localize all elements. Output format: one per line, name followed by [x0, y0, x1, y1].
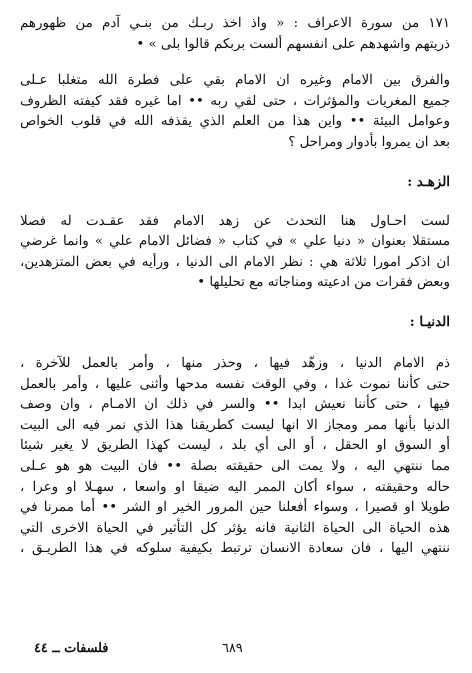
text-line: لست احـاول هنا التحدث عن زهد الامام فقد عقـدت له فصلا	[20, 213, 450, 229]
text-line: حتى كأننا نموت غدا ، وفي الوقت نفسه مدحها وأثنى عليها ، وأمر بالعمل	[20, 376, 450, 392]
text-line: فيها ، حتى كأننا نعيش ابدا •• والسر في ذلك ان الامـام ، وان وصف	[20, 397, 450, 413]
book-reference: فلسفات ــ ٤٤	[34, 641, 109, 656]
text-line: هذه الحياة الى الحياة الثانية فانه يؤثر كل التأثير في الحياة الاخرى التي	[20, 520, 450, 536]
text-line: ان اذكر امورا ثلاثة هي : نظر الامام الى الدنيا ، ورأيه في بعض المتزهدين،	[20, 254, 450, 270]
body-paragraph	[20, 354, 450, 560]
section-heading: الدنيـا :	[409, 313, 450, 330]
text-line: والفرق بين الامام وغيره ان الامام بقي على فطرة الله متغلبا عـلى	[20, 73, 450, 89]
text-line: ذم الامام الدنيا ، وزهّد فيها ، وحذر منها ، وأمر بالعمل للآخرة ،	[20, 355, 450, 371]
text-line: وبعض فقرات من ادعيته ومناجاته مع تحليلها •	[197, 275, 450, 291]
text-line: وعوامل البيئة •• واين هذا من العلم الذي يقذفه الله في قلوب الخواص	[20, 114, 450, 130]
body-paragraph	[20, 71, 450, 153]
text-line: ذريتهم واشهدهم على انفسهم ألست بربكم قالوا بلى » •	[136, 36, 450, 52]
text-line: بعد ان يمروا بأدوار ومراحل ؟	[288, 134, 450, 150]
text-line: ١٧١ من سورة الاعراف : « واذ اخذ ربـك من بنـي آدم من ظهورهم	[20, 16, 450, 31]
text-line: طويلا او قصيرا ، وسواء أفعلنا حين المرور الخير او الشر •• أما ممرنا في	[20, 500, 450, 516]
text-line: حاله وحقيقته ، سواء أكان الممر اليه ضيقا او واسعا ، سهـلا او وعرا ،	[20, 479, 450, 495]
text-line: مما ننتهي اليه ، ولا يمت الى حقيقته بصلة •• فان البيت هو هو عـلى	[20, 458, 450, 474]
page-number: ٦٨٩	[222, 641, 243, 656]
text-line: جميع المغريات والمؤثرات ، حتى لقي ربه •• اما غيره فقد كيفته الظروف	[20, 93, 450, 109]
text-line: ننتهي اليها ، فان سعادة الانسان ترتبط بكيفية سلوكه في هذا الطريـق ،	[20, 541, 450, 557]
text-line: الدنيا بأنها ممر ومجاز الا انها ليست كطريقنا هذا الذي نمر فيه الى البيت	[20, 417, 450, 433]
footnote-paragraph	[20, 14, 450, 55]
section-heading: الزهـد :	[407, 173, 450, 190]
text-line: مستقلا بعنوان « دنيا علي » في كتاب « فضائل الامام علي » وانما غرضي	[20, 234, 450, 250]
text-line: أو السوق او الحقل ، أو الى أي بلد ، ليست كهذا الطريق لا يغير شيئا	[20, 438, 450, 454]
body-paragraph	[20, 212, 450, 294]
